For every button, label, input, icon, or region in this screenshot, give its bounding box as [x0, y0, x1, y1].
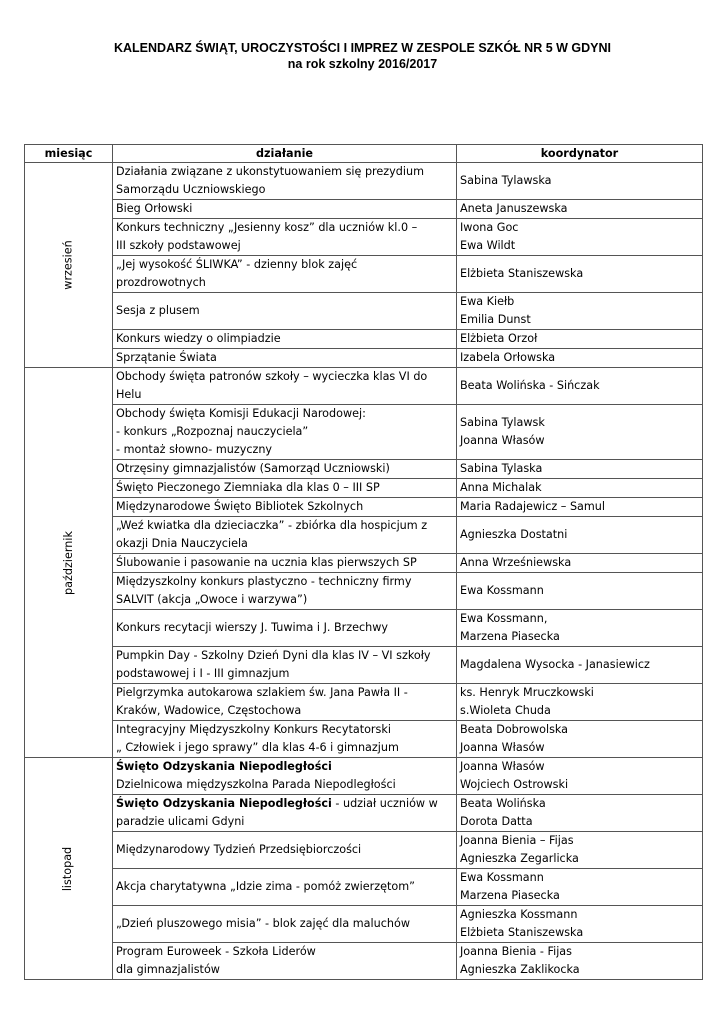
table-header-row: [25, 145, 703, 163]
action-cell: Sesja z plusem: [113, 293, 457, 330]
month-cell-november: [25, 758, 113, 980]
table-row: [25, 293, 703, 330]
coordinator-cell: Izabela Orłowska: [457, 349, 703, 368]
coordinator-cell: Beata Dobrowolska Joanna Własów: [457, 721, 703, 758]
table-row: [25, 349, 703, 368]
table-row: [25, 200, 703, 219]
coordinator-cell: Aneta Januszewska: [457, 200, 703, 219]
action-cell: Konkurs wiedzy o olimpiadzie: [113, 330, 457, 349]
table-row: [25, 906, 703, 943]
coordinator-cell: Sabina Tylaska: [457, 460, 703, 479]
month-label: październik: [61, 530, 75, 595]
coordinator-cell: Anna Wrześniewska: [457, 554, 703, 573]
coordinator-cell: Joanna Bienia - Fijas Agnieszka Zaklikocka: [457, 943, 703, 980]
coordinator-cell: Ewa Kossmann, Marzena Piasecka: [457, 610, 703, 647]
coordinator-cell: Ewa Kiełb Emilia Dunst: [457, 293, 703, 330]
table-row: [25, 368, 703, 405]
action-cell: Ślubowanie i pasowanie na ucznia klas pierwszych SP: [113, 554, 457, 573]
coordinator-cell: Elżbieta Staniszewska: [457, 256, 703, 293]
document-title: [0, 40, 725, 72]
coordinator-cell: Iwona Goc Ewa Wildt: [457, 219, 703, 256]
action-cell: Działania związane z ukonstytuowaniem się prezydium Samorządu Uczniowskiego: [113, 163, 457, 200]
month-cell-september: [25, 163, 113, 368]
coordinator-cell: ks. Henryk Mruczkowski s.Wioleta Chuda: [457, 684, 703, 721]
action-cell: „Jej wysokość ŚLIWKA” - dzienny blok zajęć prozdrowotnych: [113, 256, 457, 293]
month-label: wrzesień: [61, 240, 75, 290]
table-row: [25, 684, 703, 721]
coordinator-cell: Joanna Własów Wojciech Ostrowski: [457, 758, 703, 795]
action-cell: Akcja charytatywna „Idzie zima - pomóż zwierzętom”: [113, 869, 457, 906]
coordinator-cell: Agnieszka Dostatni: [457, 517, 703, 554]
table-row: [25, 943, 703, 980]
action-bold-text: Święto Odzyskania Niepodległości: [116, 760, 332, 773]
coordinator-cell: Beata Wolińska - Sińczak: [457, 368, 703, 405]
action-text: Dzielnicowa międzyszkolna Parada Niepodległości: [116, 778, 396, 791]
action-cell: Międzynarodowe Święto Bibliotek Szkolnych: [113, 498, 457, 517]
coordinator-cell: Elżbieta Orzoł: [457, 330, 703, 349]
header-action: działanie: [113, 145, 457, 163]
table-row: [25, 498, 703, 517]
coordinator-cell: Agnieszka Kossmann Elżbieta Staniszewska: [457, 906, 703, 943]
table-row: [25, 517, 703, 554]
action-cell: „Dzień pluszowego misia” - blok zajęć dla maluchów: [113, 906, 457, 943]
table-row: [25, 219, 703, 256]
action-cell: Konkurs techniczny „Jesienny kosz” dla uczniów kl.0 – III szkoły podstawowej: [113, 219, 457, 256]
action-cell: Obchody święta patronów szkoły – wycieczka klas VI do Helu: [113, 368, 457, 405]
action-bold-text: Święto Odzyskania Niepodległości: [116, 797, 332, 810]
table-row: [25, 610, 703, 647]
action-cell: Międzynarodowy Tydzień Przedsiębiorczości: [113, 832, 457, 869]
action-cell: Pielgrzymka autokarowa szlakiem św. Jana Pawła II - Kraków, Wadowice, Częstochowa: [113, 684, 457, 721]
action-cell: Otrzęsiny gimnazjalistów (Samorząd Uczniowski): [113, 460, 457, 479]
calendar-table: [24, 144, 703, 980]
table-row: [25, 554, 703, 573]
action-cell: Konkurs recytacji wierszy J. Tuwima i J. Brzechwy: [113, 610, 457, 647]
table-row: [25, 479, 703, 498]
table-row: [25, 795, 703, 832]
table-row: [25, 256, 703, 293]
header-month: miesiąc: [25, 145, 113, 163]
coordinator-cell: Maria Radajewicz – Samul: [457, 498, 703, 517]
month-cell-october: [25, 368, 113, 758]
table-row: [25, 330, 703, 349]
coordinator-cell: Sabina Tylawsk Joanna Własów: [457, 405, 703, 460]
action-cell: [113, 795, 457, 832]
title-line-2: na rok szkolny 2016/2017: [287, 57, 438, 71]
coordinator-cell: Ewa Kossmann: [457, 573, 703, 610]
action-cell: Pumpkin Day - Szkolny Dzień Dyni dla klas IV – VI szkoły podstawowej i I - III gimnazjum: [113, 647, 457, 684]
table-row: [25, 163, 703, 200]
action-cell: [113, 758, 457, 795]
action-cell: Bieg Orłowski: [113, 200, 457, 219]
coordinator-cell: Magdalena Wysocka - Janasiewicz: [457, 647, 703, 684]
table-row: [25, 647, 703, 684]
action-cell: Program Euroweek - Szkoła Liderów dla gimnazjalistów: [113, 943, 457, 980]
table-row: [25, 405, 703, 460]
table-row: [25, 758, 703, 795]
action-cell: Międzyszkolny konkurs plastyczno - techniczny firmy SALVIT (akcja „Owoce i warzywa”): [113, 573, 457, 610]
title-line-1: KALENDARZ ŚWIĄT, UROCZYSTOŚCI I IMPREZ W ZESPOLE SZKÓŁ NR 5 W GDYNI: [113, 41, 611, 55]
coordinator-cell: Anna Michalak: [457, 479, 703, 498]
coordinator-cell: Beata Wolińska Dorota Datta: [457, 795, 703, 832]
table-row: [25, 832, 703, 869]
action-text: - udział uczniów w paradzie ulicami Gdyni: [116, 797, 438, 828]
table-row: [25, 573, 703, 610]
action-cell: „Weź kwiatka dla dzieciaczka” - zbiórka dla hospicjum z okazji Dnia Nauczyciela: [113, 517, 457, 554]
coordinator-cell: Joanna Bienia – Fijas Agnieszka Zegarlicka: [457, 832, 703, 869]
action-cell: Święto Pieczonego Ziemniaka dla klas 0 – III SP: [113, 479, 457, 498]
table-row: [25, 869, 703, 906]
month-label: listopad: [61, 846, 75, 891]
action-cell: Integracyjny Międzyszkolny Konkurs Recytatorski „ Człowiek i jego sprawy” dla klas 4-6 i gimnazjum: [113, 721, 457, 758]
coordinator-cell: Ewa Kossmann Marzena Piasecka: [457, 869, 703, 906]
table-row: [25, 460, 703, 479]
header-coordinator: koordynator: [457, 145, 703, 163]
action-cell: Obchody święta Komisji Edukacji Narodowej: - konkurs „Rozpoznaj nauczyciela” - montaż słowno- muzyczny: [113, 405, 457, 460]
action-cell: Sprzątanie Świata: [113, 349, 457, 368]
table-row: [25, 721, 703, 758]
coordinator-cell: Sabina Tylawska: [457, 163, 703, 200]
